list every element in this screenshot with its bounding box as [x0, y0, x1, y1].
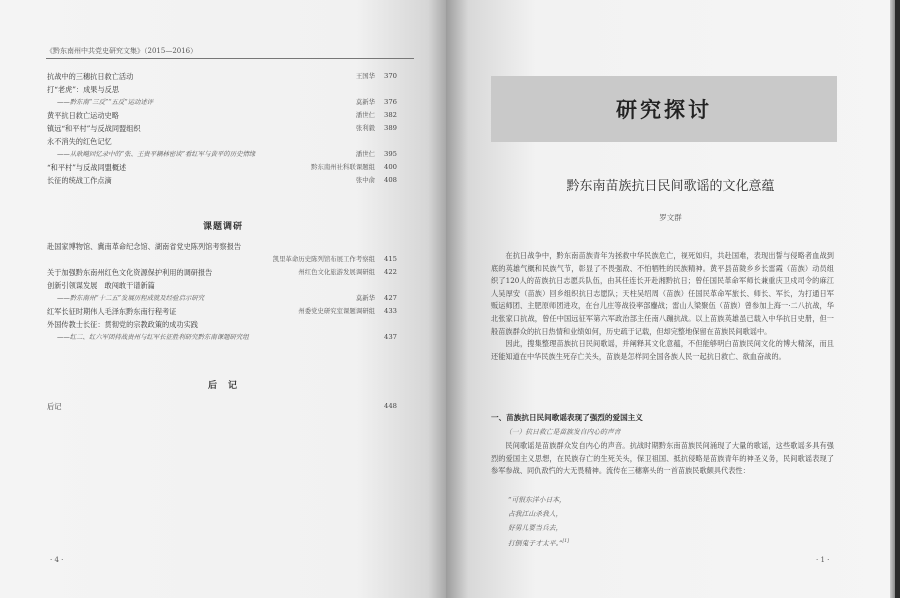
paragraph: 因此，搜集整理苗族抗日民间歌谣，并阐释其文化意蕴，不但能够明白苗族民间文化的博大精深，而且还能知道在中华民族生死存亡关头，苗族是怎样同全国各族人民一起抗日救亡、欲血奋战的。 — [491, 339, 834, 361]
toc-entry[interactable] — [47, 279, 397, 292]
paragraph: 民间歌谣是苗族群众发自内心的声音。抗战时期黔东南苗族民间涌现了大量的歌谣，这些歌谣多具有强烈的爱国主义思想，在民族存亡的生死关头，保卫祖国、抵抗侵略是苗族青年的神圣义务，民间歌谣表现了参军参战、同仇敌忾的大无畏精神。流传在三穗寨头的一首苗族民歌颇具代表性： — [491, 441, 834, 476]
toc-entry[interactable] — [47, 318, 397, 331]
toc-entry[interactable] — [47, 70, 397, 83]
toc-entry-page: 437 — [384, 333, 397, 341]
section-title-afterword: 后 记 — [207, 381, 238, 391]
toc-entry[interactable] — [47, 122, 397, 135]
toc-entry-page: 395 — [384, 150, 397, 158]
toc-entry[interactable] — [47, 109, 397, 122]
toc-entry-title: 镇远“和平村”与反战同盟组织 — [47, 124, 141, 133]
toc-entry-title: “和平村”与反战同盟概述 — [47, 163, 127, 172]
toc-entry-subtitle: ——红二、红六军团持战贵州与红军长征胜利研究黔东南课题研究组 — [57, 333, 249, 341]
toc-entry-author: 州红色文化旅游发展调研组 — [298, 268, 375, 276]
toc-entry[interactable] — [47, 83, 397, 96]
toc-entry[interactable] — [47, 400, 397, 413]
toc-entry[interactable] — [47, 240, 397, 253]
toc-list-research — [47, 240, 397, 344]
toc-list-afterword — [47, 400, 397, 413]
toc-entry[interactable] — [47, 161, 397, 174]
folk-song-quote — [508, 493, 569, 550]
toc-entry-page: 376 — [384, 98, 397, 106]
toc-entry-title: 长征的统战工作点滴 — [47, 176, 112, 185]
toc-entry-subtitle: ——从耿飚回忆录中的“张、王贵平耦林密谈”看红军与黄平的历史情缘 — [57, 150, 256, 158]
toc-entry-page: 422 — [384, 268, 397, 276]
section-heading-1: 一、苗族抗日民间歌谣表现了强烈的爱国主义 — [491, 413, 643, 422]
toc-entry[interactable] — [47, 174, 397, 187]
toc-entry-author: 王国华 — [355, 72, 375, 80]
toc-entry-author: 张中俞 — [355, 176, 375, 184]
toc-entry[interactable] — [47, 331, 397, 344]
toc-entry-page: 448 — [384, 402, 397, 410]
page-edge — [890, 0, 895, 598]
poem-line: “可恨东洋小日本， — [508, 496, 566, 504]
poem-line: 占我江山杀我人， — [508, 510, 563, 518]
toc-entry[interactable] — [47, 266, 397, 279]
poem-line-text: 打倒鬼子才太平。” — [508, 539, 563, 548]
toc-entry-page: 382 — [384, 111, 397, 119]
toc-entry-title: 永不消失的红色记忆 — [47, 137, 112, 146]
toc-list-top — [47, 70, 397, 187]
toc-entry-author: 凯里革命历史陈列馆布展工作考察组 — [272, 255, 375, 263]
toc-entry-title: 关于加强黔东南州红色文化资源保护利用的调研报告 — [47, 268, 213, 277]
toc-entry-author: 黔东南州社科联课题组 — [311, 163, 375, 171]
banner-title: 研究探讨 — [616, 98, 712, 122]
toc-entry-author: 州委党史研究室课题调研组 — [298, 307, 375, 315]
toc-entry-title: 后记 — [47, 402, 62, 411]
toc-entry[interactable] — [47, 253, 397, 266]
poem-line: 好男儿要当兵去， — [508, 524, 563, 532]
toc-entry[interactable] — [47, 148, 397, 161]
paragraph: 在抗日战争中，黔东南苗族青年为拯救中华民族危亡，视死如归，共赴国难，表现出誓与侵略者血战到底的英雄气概和民族气节，彰显了不畏强敌、不怕牺牲的民族精神。黄平县苗陇乡乡长雷霞（苗族）动员组织了120人的苗族抗日志愿兵队伍，由其任连长开赴湘黔抗日；曾任国民革命军师长兼重庆卫戍司令的麻江人吴厚安（苗族）回乡组织抗日志愿队；天柱吴绍周（苗族）任国民革命军旅长、师长、军长，为打通日军贩运师团、主肥原师团进攻，在台儿庄等战役率部鏖战；雷山人梁聚伍（苗族）曾参加上海一·二八抗战，华北张家口抗战，曾任中国远征军第六军政治部主任南八蹦抗战。以上苗族英雄虽已载入中华抗日史册，但一般苗族群众的抗日热情和业绩如何，历史疏于记载，但却完整地保留在苗族民间歌谣中。 — [491, 251, 834, 336]
toc-entry-page: 433 — [384, 307, 397, 315]
toc-entry-page: 408 — [384, 176, 397, 184]
toc-entry-title: 黄平抗日救亡运动史略 — [47, 111, 119, 120]
poem-line-last — [508, 535, 569, 550]
toc-entry-title: 外国传教士长征：贯彻党的宗教政策的成功实践 — [47, 320, 198, 329]
toc-entry-author: 潘世仁 — [355, 150, 375, 158]
toc-entry-subtitle: ——黔东南州“十二五”发展历程成就及经验启示研究 — [57, 294, 205, 302]
toc-entry-title: 创新引领谋发展 敢闯敢干谱新篇 — [47, 281, 155, 290]
toc-entry-page: 389 — [384, 124, 397, 132]
toc-entry-title: 抗战中的三穗抗日救亡活动 — [47, 72, 134, 81]
toc-entry-page: 415 — [384, 255, 397, 263]
toc-entry-author: 潘世仁 — [355, 111, 375, 119]
toc-entry-author: 张利毅 — [355, 124, 375, 132]
toc-entry-title: 红军长征时期伟人毛泽东黔东南行程考证 — [47, 307, 177, 316]
page-number-right: · 1 · — [816, 556, 830, 564]
toc-entry-page: 370 — [384, 72, 397, 80]
toc-entry-title: 赴国家博物馆、冀南革命纪念馆、湖南省党史陈列馆考察报告 — [47, 242, 242, 251]
article-body-intro — [491, 250, 834, 363]
subsection-heading-1: （一）抗日救亡是苗族发自内心的声音 — [505, 428, 621, 436]
article-body-section-1 — [491, 440, 834, 478]
toc-entry-author: 莫新华 — [355, 294, 375, 302]
article-title: 黔东南苗族抗日民间歌谣的文化意蕴 — [566, 179, 775, 194]
toc-entry-subtitle: ——黔东南“三反”“五反”运动述评 — [57, 98, 154, 106]
article-author: 罗文群 — [659, 213, 682, 222]
toc-entry-page: 427 — [384, 294, 397, 302]
toc-entry-title: 打“老虎”：成果与反思 — [47, 85, 120, 94]
footnote-ref: [1] — [562, 539, 569, 544]
page-number-left: · 4 · — [50, 556, 64, 564]
left-page — [0, 0, 446, 598]
toc-entry[interactable] — [47, 96, 397, 109]
section-title-research: 课题调研 — [202, 222, 243, 232]
toc-entry[interactable] — [47, 292, 397, 305]
toc-entry-author: 莫新华 — [355, 98, 375, 106]
toc-entry[interactable] — [47, 305, 397, 318]
section-banner — [491, 76, 837, 142]
toc-entry-page: 400 — [384, 163, 397, 171]
toc-entry[interactable] — [47, 135, 397, 148]
running-head: 《黔东南州中共党史研究文集》（2015—2016） — [46, 46, 414, 59]
